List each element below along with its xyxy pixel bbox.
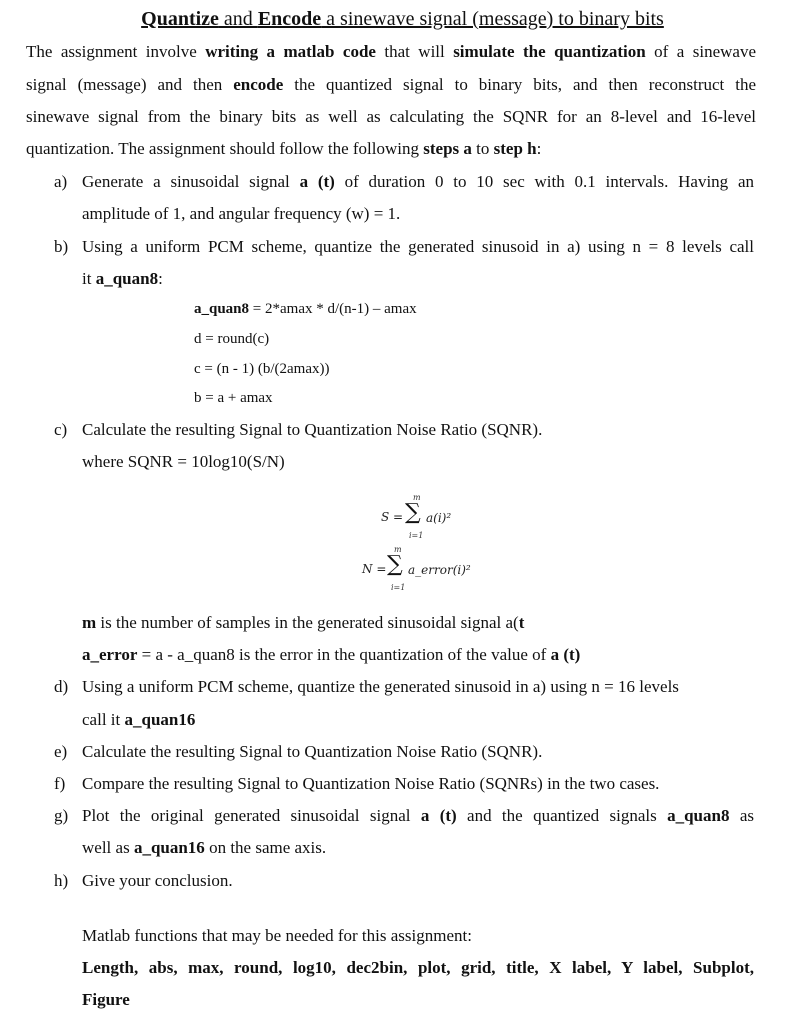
- item-g-label: g): [54, 806, 69, 825]
- item-f-label: f): [54, 774, 66, 793]
- item-c-line-1: Calculate the resulting Signal to Quantization Noise Ratio (SQNR).: [82, 420, 543, 439]
- page-title: [0, 6, 805, 32]
- intro-line-4: [26, 138, 756, 160]
- item-text: of duration 0 to 10 sec with 0.1 intervals. Having an: [334, 172, 754, 191]
- item-bold: a_quan16: [133, 838, 205, 857]
- item-text: and the quantized signals: [456, 806, 668, 825]
- functions-list-line-2: Figure: [82, 990, 130, 1009]
- item-bold: a_error: [82, 645, 138, 664]
- item-h-label: h): [54, 871, 69, 890]
- sum-upper-limit: m: [413, 493, 421, 502]
- functions-intro: Matlab functions that may be needed for this assignment:: [82, 926, 472, 945]
- intro-text: :: [536, 139, 542, 158]
- intro-text: that will: [375, 42, 454, 61]
- intro-line-3: [26, 106, 756, 128]
- definition-m: [82, 612, 754, 634]
- item-d-line-2: [82, 709, 754, 731]
- title-rest: a sinewave signal (message) to binary bits: [321, 8, 664, 30]
- sigma-symbol: ∑: [405, 500, 421, 525]
- title-encode: Encode: [257, 8, 322, 30]
- formula-b: b = a + amax: [194, 390, 273, 406]
- equation-n-lhs: N =: [362, 562, 387, 576]
- equation-s-lhs: S =: [381, 510, 404, 524]
- formula-c: c = (n - 1) (b/(2amax)): [194, 361, 330, 377]
- item-bold: a (t): [420, 806, 457, 825]
- item-b-line-1: Using a uniform PCM scheme, quantize the generated sinusoid in a) using n = 8 levels call: [82, 237, 754, 256]
- item-f-line-1: Compare the resulting Signal to Quantization Noise Ratio (SQNRs) in the two cases.: [82, 774, 660, 793]
- item-bold: t: [518, 613, 525, 632]
- item-c-label: c): [54, 420, 68, 439]
- item-text: well as: [82, 838, 134, 857]
- sum-upper-limit: m: [394, 545, 402, 554]
- item-a-line-2: amplitude of 1, and angular frequency (w) = 1.: [82, 204, 401, 223]
- intro-text: to: [471, 139, 494, 158]
- item-text: :: [158, 269, 163, 288]
- item-bold: a (t): [550, 645, 581, 664]
- item-b-label: b): [54, 237, 69, 256]
- sum-lower-limit: i=1: [409, 531, 424, 540]
- item-text: is the number of samples in the generated sinusoidal signal a(: [96, 613, 519, 632]
- item-a-line-1: [82, 171, 754, 193]
- formula-bold: a_quan8: [194, 301, 250, 317]
- item-bold: a_quan8: [667, 806, 730, 825]
- intro-bold: steps a: [423, 139, 472, 158]
- formula-d: d = round(c): [194, 331, 270, 347]
- item-g-line-1: [82, 805, 754, 827]
- item-text: = a - a_quan8 is the error in the quantization of the value of: [137, 645, 551, 664]
- item-b-line-2: [82, 268, 754, 290]
- formula-text: = 2*amax * d/(n-1) – amax: [249, 301, 417, 317]
- intro-text: of a sinewave: [645, 42, 756, 61]
- intro-bold: encode: [233, 75, 284, 94]
- definition-a-error: [82, 644, 754, 666]
- equation-s-term: a(i)²: [426, 511, 452, 525]
- sum-lower-limit: i=1: [391, 583, 406, 592]
- item-text: as: [729, 806, 754, 825]
- functions-list-line-1: Length, abs, max, round, log10, dec2bin, plot, grid, title, X label, Y label, Subplot,: [82, 958, 754, 977]
- intro-text: The assignment involve: [26, 42, 206, 61]
- intro-bold: step h: [493, 139, 537, 158]
- intro-text: signal (message) and then: [26, 75, 234, 94]
- item-text: Plot the original generated sinusoidal signal: [82, 806, 421, 825]
- item-e-label: e): [54, 742, 68, 761]
- intro-text: quantization. The assignment should follow the following: [26, 139, 424, 158]
- title-quantize: Quantize: [141, 8, 219, 30]
- intro-line-2: [26, 74, 756, 96]
- item-d-label: d): [54, 677, 69, 696]
- intro-bold: writing a matlab code: [205, 42, 376, 61]
- intro-line-1: [26, 41, 756, 63]
- equation-n-term: a_error(i)²: [408, 563, 471, 577]
- item-bold: a_quan16: [124, 710, 196, 729]
- item-text: it: [82, 269, 96, 288]
- item-g-line-2: [82, 837, 754, 859]
- item-text: on the same axis.: [204, 838, 327, 857]
- item-d-line-1: Using a uniform PCM scheme, quantize the generated sinusoid in a) using n = 16 levels: [82, 677, 679, 696]
- item-bold: a (t): [299, 172, 335, 191]
- intro-text: the quantized signal to binary bits, and then reconstruct the: [283, 75, 756, 94]
- item-e-line-1: Calculate the resulting Signal to Quantization Noise Ratio (SQNR).: [82, 742, 543, 761]
- sigma-symbol: ∑: [387, 552, 403, 577]
- intro-text: sinewave signal from the binary bits as well as calculating the SQNR for an 8-level and 16-level: [26, 107, 756, 126]
- item-text: Generate a sinusoidal signal: [82, 172, 300, 191]
- item-bold: m: [82, 613, 97, 632]
- item-bold: a_quan8: [95, 269, 159, 288]
- item-h-line-1: Give your conclusion.: [82, 871, 233, 890]
- item-a-label: a): [54, 172, 68, 191]
- intro-bold: simulate the quantization: [453, 42, 646, 61]
- item-c-line-2: where SQNR = 10log10(S/N): [82, 452, 285, 471]
- item-text: call it: [82, 710, 125, 729]
- title-and: and: [218, 8, 258, 30]
- formula-a-quan8: [194, 299, 417, 319]
